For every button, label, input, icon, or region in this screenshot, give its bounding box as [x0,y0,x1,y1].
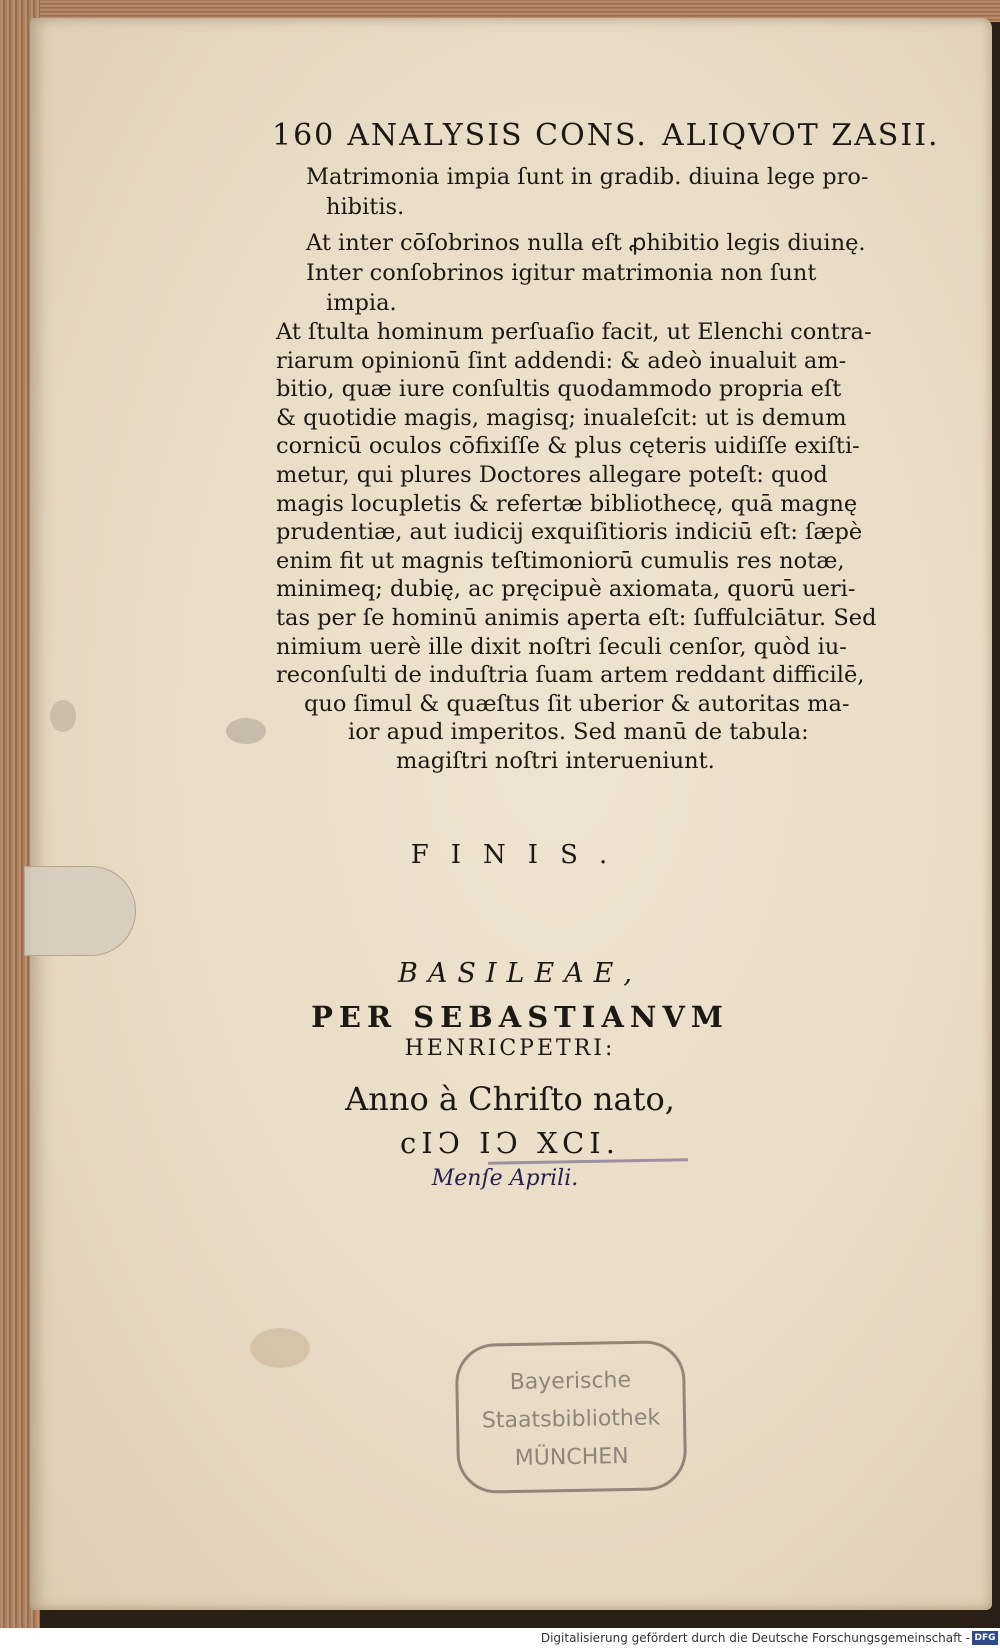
funding-note: Digitalisierung gefördert durch die Deutsche Forschungsgemeinschaft - [540,1631,970,1645]
body-line: enim fit ut magnis teſtimoniorū cumulis res notæ, [276,547,845,574]
footer-bar [0,1628,1000,1648]
body-line: prudentiæ, aut iudicij exquiſitioris indiciū eſt: ſæpè [276,519,863,546]
page-clip [24,866,136,956]
imprint-printer-line1: PER SEBASTIANVM [311,1000,729,1034]
body-line: nimium uerè ille dixit noſtri ſeculi cenſor, quòd iu- [276,633,847,660]
stamp-line: MÜNCHEN [514,1444,629,1471]
imprint-anno: Anno à Chriſto nato, [345,1080,675,1118]
body-line: reconſulti de induſtria ſuam artem reddant difficilē, [276,662,865,689]
imprint-year: cIↃ IↃ XCI. [400,1126,620,1160]
handwritten-note: Menſe Aprili. [431,1166,579,1191]
page-stain [226,718,266,744]
syllogism-line: Matrimonia impia ſunt in gradib. diuina lege pro- [306,164,869,190]
body-line: bitio, quæ iure conſultis quodammodo propria eſt [276,376,842,403]
body-line: magis locupletis & refertæ bibliothecę, quā magnę [276,490,858,517]
header-title-part2: ALIQVOT ZASII. [661,118,940,153]
running-header [272,118,956,153]
syllogism-block [306,162,936,318]
syllogism-line: hibitis. [326,194,405,220]
stamp-line: Bayerische [509,1367,632,1396]
body-line: metur, qui plures Doctores allegare poteſt: quod [276,461,828,488]
body-line: riarum opinionū ſint addendi: & adeò inualuit am- [276,347,847,374]
finis-heading: FINIS. [410,840,630,870]
dfg-logo: DFG [972,1631,998,1645]
body-line: ior apud imperitos. Sed manū de tabula: [348,719,809,746]
header-title-part1: ANALYSIS CONS. [347,118,648,153]
page-stain [50,700,76,732]
syllogism-line: At inter cōſobrinos nulla eſt ꝓhibitio legis diuinę. [306,230,866,256]
page-number: 160 [272,118,336,153]
syllogism-line: impia. [326,290,397,316]
body-line: & quotidie magis, magisq; inualeſcit: ut is demum [276,404,847,431]
library-stamp [455,1340,688,1494]
imprint-place: BASILEAE, [398,958,642,989]
body-line: cornicū oculos cōfixiſſe & plus cęteris uidiſſe exiſti- [276,433,860,460]
body-line: tas per ſe hominū animis aperta eſt: ſuffulciātur. Sed [276,604,877,631]
body-line: At ſtulta hominum perſuaſio facit, ut Elenchi contra- [276,319,872,345]
stamp-line: Staatsbibliothek [481,1405,661,1434]
syllogism-line: Inter conſobrinos igitur matrimonia non ſunt [306,260,817,286]
body-line: minimeq; dubię, ac pręcipuè axiomata, quorū ueri- [276,576,856,603]
imprint-printer-line2: HENRICPETRI: [404,1036,616,1061]
page-stain [250,1328,310,1368]
body-line: quo ſimul & quæſtus ſit uberior & autoritas ma- [304,690,850,717]
body-line: magiſtri noſtri interueniunt. [396,747,715,774]
body-paragraph [276,318,932,776]
